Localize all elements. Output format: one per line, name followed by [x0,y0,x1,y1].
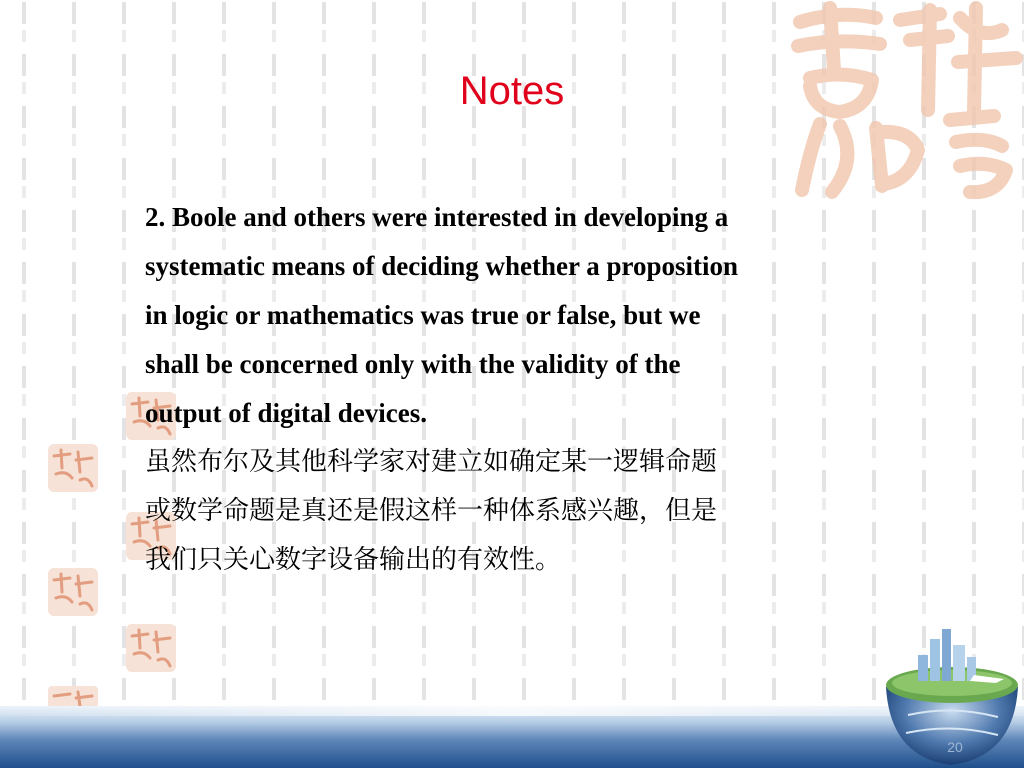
slide-title: Notes [459,69,565,113]
footer-highlight [0,706,1024,716]
seal-stamp-icon [124,622,178,674]
english-line: output of digital devices. [145,398,428,428]
seal-stamp-icon [46,442,100,494]
english-line: shall be concerned only with the validity of the [145,349,681,379]
notes-body [145,193,905,585]
page-number: 20 [947,739,963,755]
english-line: 2. Boole and others were interested in developing a [145,202,729,232]
seal-stamp-icon [46,566,100,618]
english-line: systematic means of deciding whether a proposition [145,251,738,281]
chinese-line: 虽然布尔及其他科学家对建立如确定某一逻辑命题 [145,447,718,477]
seal-stamp-icon [46,684,100,708]
english-line: in logic or mathematics was true or false, but we [145,300,701,330]
chinese-line: 我们只关心数字设备输出的有效性。 [145,545,562,575]
chinese-line: 或数学命题是真还是假这样一种体系感兴趣，但是 [145,496,718,526]
